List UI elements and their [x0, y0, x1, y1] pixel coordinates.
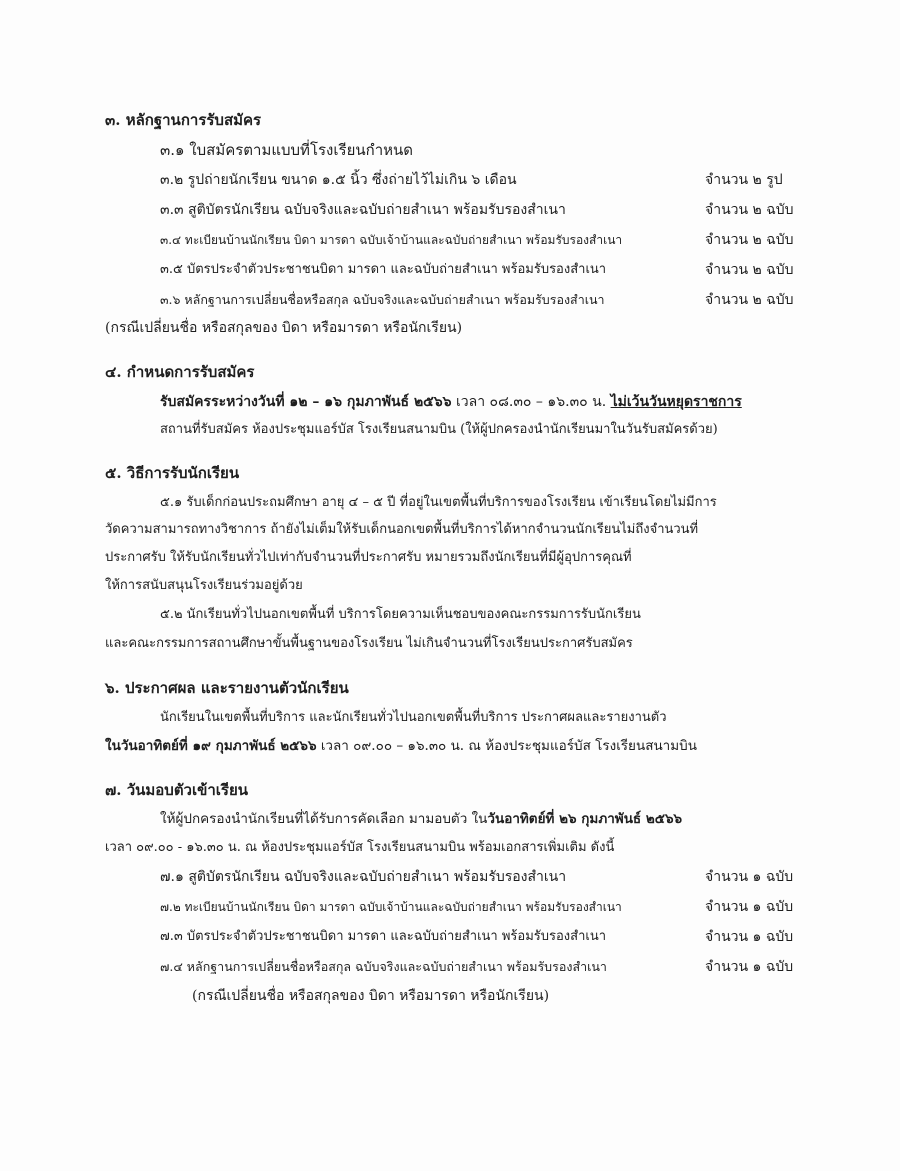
- section7-item-3: ๗.๓ บัตรประจำตัวประชาชนบิดา มารดา และฉบับถ่ายสำเนา พร้อมรับรองสำเนา: [160, 929, 607, 944]
- section7-item-4-amount: จำนวน ๑ ฉบับ: [705, 959, 794, 975]
- section5-p2-line1: ๕.๒ นักเรียนทั่วไปนอกเขตพื้นที่ บริการโดยความเห็นชอบของคณะกรรมการรับนักเรียน: [160, 607, 641, 622]
- section7-instruction: ให้ผู้ปกครองนำนักเรียนที่ได้รับการคัดเลือก มามอบตัว ใน: [160, 811, 488, 827]
- section7-item-3-amount: จำนวน ๑ ฉบับ: [705, 929, 794, 945]
- section3-item-4-amount: จำนวน ๒ ฉบับ: [705, 232, 794, 248]
- section5-p1-line4: ให้การสนับสนุนโรงเรียนร่วมอยู่ด้วย: [105, 578, 303, 593]
- section4-no-holiday-note: ไม่เว้นวันหยุดราชการ: [610, 394, 742, 410]
- section5-p1-line3: ประกาศรับ ให้รับนักเรียนทั่วไปเท่ากับจำนวนที่ประกาศรับ หมายรวมถึงนักเรียนที่มีผู้อุปการคุณที่: [105, 550, 632, 565]
- section3-item-4: ๓.๔ ทะเบียนบ้านนักเรียน บิดา มารดา ฉบับเจ้าบ้านและฉบับถ่ายสำเนา พร้อมรับรองสำเนา: [160, 233, 623, 247]
- section6-heading: ๖. ประกาศผล และรายงานตัวนักเรียน: [105, 679, 349, 697]
- section6-line2: [105, 736, 697, 756]
- section3-note: (กรณีเปลี่ยนชื่อ หรือสกุลของ บิดา หรือมารดา หรือนักเรียน): [105, 320, 463, 336]
- section7-note: (กรณีเปลี่ยนชื่อ หรือสกุลของ บิดา หรือมารดา หรือนักเรียน): [192, 988, 550, 1004]
- section7-item-1-amount: จำนวน ๑ ฉบับ: [705, 869, 794, 885]
- section4-location: สถานที่รับสมัคร ห้องประชุมแอร์บัส โรงเรียนสนามบิน (ให้ผู้ปกครองนำนักเรียนมาในวันรับสมัครด้วย): [160, 422, 718, 437]
- section3-item-2: ๓.๒ รูปถ่ายนักเรียน ขนาด ๑.๕ นิ้ว ซึ่งถ่ายไว้ไม่เกิน ๖ เดือน: [160, 172, 517, 188]
- section7-heading: ๗. วันมอบตัวเข้าเรียน: [105, 781, 249, 799]
- section7-line2: เวลา ๐๙.๐๐ - ๑๖.๓๐ น. ณ ห้องประชุมแอร์บัส โรงเรียนสนามบิน พร้อมเอกสารเพิ่มเติม ดังนี้: [105, 840, 615, 855]
- section3-item-6-amount: จำนวน ๒ ฉบับ: [705, 292, 794, 308]
- section7-item-2: ๗.๒ ทะเบียนบ้านนักเรียน บิดา มารดา ฉบับเจ้าบ้านและฉบับถ่ายสำเนา พร้อมรับรองสำเนา: [160, 900, 622, 914]
- section3-item-5: ๓.๕ บัตรประจำตัวประชาชนบิดา มารดา และฉบับถ่ายสำเนา พร้อมรับรองสำเนา: [160, 262, 607, 277]
- section3-item-5-amount: จำนวน ๒ ฉบับ: [705, 262, 794, 278]
- section4-dates: รับสมัครระหว่างวันที่ ๑๒ – ๑๖ กุมภาพันธ์ ๒๕๖๖: [160, 394, 452, 410]
- section3-heading: ๓. หลักฐานการรับสมัคร: [105, 111, 262, 129]
- section6-date: ในวันอาทิตย์ที่ ๑๙ กุมภาพันธ์ ๒๕๖๖: [105, 738, 317, 754]
- section3-item-1: ๓.๑ ใบสมัครตามแบบที่โรงเรียนกำหนด: [160, 141, 413, 159]
- section5-p1-line2: วัดความสามารถทางวิชาการ ถ้ายังไม่เต็มให้รับเด็กนอกเขตพื้นที่บริการได้หากจำนวนนักเรียนไม่ถึงจำนวนที่: [105, 522, 699, 537]
- section3-item-6: ๓.๖ หลักฐานการเปลี่ยนชื่อหรือสกุล ฉบับจริงและฉบับถ่ายสำเนา พร้อมรับรองสำเนา: [160, 292, 605, 307]
- section3-item-3: ๓.๓ สูติบัตรนักเรียน ฉบับจริงและฉบับถ่ายสำเนา พร้อมรับรองสำเนา: [160, 202, 566, 218]
- section3-item-2-amount: จำนวน ๒ รูป: [705, 172, 783, 188]
- section4-time: เวลา ๐๘.๓๐ – ๑๖.๓๐ น.: [451, 394, 611, 410]
- section7-item-1: ๗.๑ สูติบัตรนักเรียน ฉบับจริงและฉบับถ่ายสำเนา พร้อมรับรองสำเนา: [160, 869, 567, 885]
- section7-item-2-amount: จำนวน ๑ ฉบับ: [705, 899, 794, 915]
- section6-line1: นักเรียนในเขตพื้นที่บริการ และนักเรียนทั่วไปนอกเขตพื้นที่บริการ ประกาศผลและรายงานตัว: [160, 710, 667, 725]
- section3-item-3-amount: จำนวน ๒ ฉบับ: [705, 202, 794, 218]
- section5-p2-line2: และคณะกรรมการสถานศึกษาขั้นพื้นฐานของโรงเรียน ไม่เกินจำนวนที่โรงเรียนประกาศรับสมัคร: [105, 636, 633, 651]
- section7-line1: [160, 809, 682, 829]
- section4-line1: [160, 392, 742, 412]
- section7-item-4: ๗.๔ หลักฐานการเปลี่ยนชื่อหรือสกุล ฉบับจริงและฉบับถ่ายสำเนา พร้อมรับรองสำเนา: [160, 959, 607, 974]
- section4-heading: ๔. กำหนดการรับสมัคร: [105, 363, 255, 381]
- section7-date: วันอาทิตย์ที่ ๒๖ กุมภาพันธ์ ๒๕๖๖: [487, 811, 683, 827]
- section5-heading: ๕. วิธีการรับนักเรียน: [105, 464, 240, 482]
- section5-p1-line1: ๕.๑ รับเด็กก่อนประถมศึกษา อายุ ๔ – ๕ ปี ที่อยู่ในเขตพื้นที่บริการของโรงเรียน เข้าเรียนโดยไม่มีการ: [160, 495, 717, 510]
- section6-time-place: เวลา ๐๙.๐๐ – ๑๖.๓๐ น. ณ ห้องประชุมแอร์บัส โรงเรียนสนามบิน: [316, 738, 697, 754]
